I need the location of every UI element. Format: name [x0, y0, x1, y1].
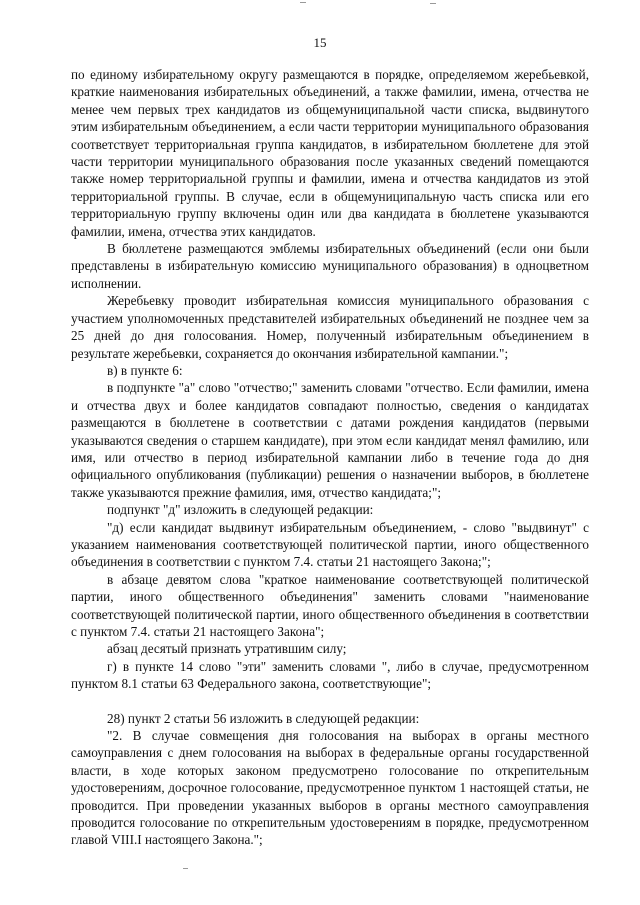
document-body	[71, 66, 589, 849]
paragraph: абзац десятый признать утратившим силу;	[107, 641, 347, 657]
paragraph: 28) пункт 2 статьи 56 изложить в следующей редакции:	[107, 710, 420, 726]
paragraph: в подпункте "а" слово "отчество;" заменить словами "отчество. Если фамилии, имена и отчества двух и более кандидатов совпадают полностью, сведения о кандидатах размещаются в бюллетене в соответствии с датами рождения кандидатов (первыми указываются сведения о старшем кандидате), при этом если кандидат менял фамилию, или имя, или отчество в период избирательной кампании либо в течение года до дня официального опубликования (публикации) решения о назначении выборов, в бюллетене также указываются прежние фамилия, имя, отчество кандидата;";	[71, 380, 589, 500]
paragraph: в) в пункте 6:	[107, 362, 183, 378]
paragraph: "2. В случае совмещения дня голосования на выборах в органы местного самоуправления с днем голосования на выборах в федеральные органы государственной власти, в ходе которых законом предусмотрено голосование по открепительным удостоверениям, досрочное голосование, предусмотренное пунктом 1 настоящей статьи, не проводится. При проведении указанных выборов в органы местного самоуправления проводится голосование по открепительным удостоверениям в порядке, предусмотренном главой VIII.I настоящего Закона.";	[71, 728, 589, 848]
paragraph: в абзаце девятом слова "краткое наименование соответствующей политической партии, иного общественного объединения" заменить словами "наименование соответствующей политической партии, иного общественного объединения в соответствии с пунктом 7.4. статьи 21 настоящего Закона";	[71, 571, 589, 639]
scan-artifact	[300, 2, 306, 3]
paragraph: г) в пункте 14 слово "эти" заменить словами ", либо в случае, предусмотренном пунктом 8.1 статьи 63 Федерального закона, соответствующие";	[71, 658, 589, 692]
paragraph: Жеребьевку проводит избирательная комиссия муниципального образования с участием уполномоченных представителей избирательных объединений не позднее чем за 25 дней до дня голосования. Номер, полученный избирательным объединением в результате жеребьевки, сохраняется до окончания избирательной кампании.";	[71, 293, 589, 361]
paragraph: "д) если кандидат выдвинут избирательным объединением, - слово "выдвинут" с указанием наименования соответствующей политической партии, иного общественного объединения в соответствии с пунктом 7.4. статьи 21 настоящего Закона;";	[71, 519, 589, 570]
paragraph: подпункт "д" изложить в следующей редакции:	[107, 502, 374, 518]
page-number: 15	[313, 35, 327, 50]
scan-artifact	[183, 868, 188, 869]
paragraph: В бюллетене размещаются эмблемы избирательных объединений (если они были представлены в избирательную комиссию муниципального образования) в одноцветном исполнении.	[71, 241, 589, 291]
paragraph: по единому избирательному округу размещаются в порядке, определяемом жеребьевкой, краткие наименования избирательных объединений, а также фамилии, имена, отчества не менее чем первых трех кандидатов из общемуниципальной части списка, выдвинутого этим избирательным объединением, а если части территории муниципального образования соответствует территориальная группа кандидатов, в избирательном бюллетене для этой части территории муниципального образования после указанных сведений помещаются также номер территориальной группы и фамилии, имена и отчества кандидатов из этой территориальной группы. В случае, если в общемуниципальную часть списка или его территориальную группу включены один или два кандидата в бюллетене указываются фамилии, имена, отчества этих кандидатов.	[71, 67, 589, 239]
scan-artifact	[430, 3, 436, 4]
